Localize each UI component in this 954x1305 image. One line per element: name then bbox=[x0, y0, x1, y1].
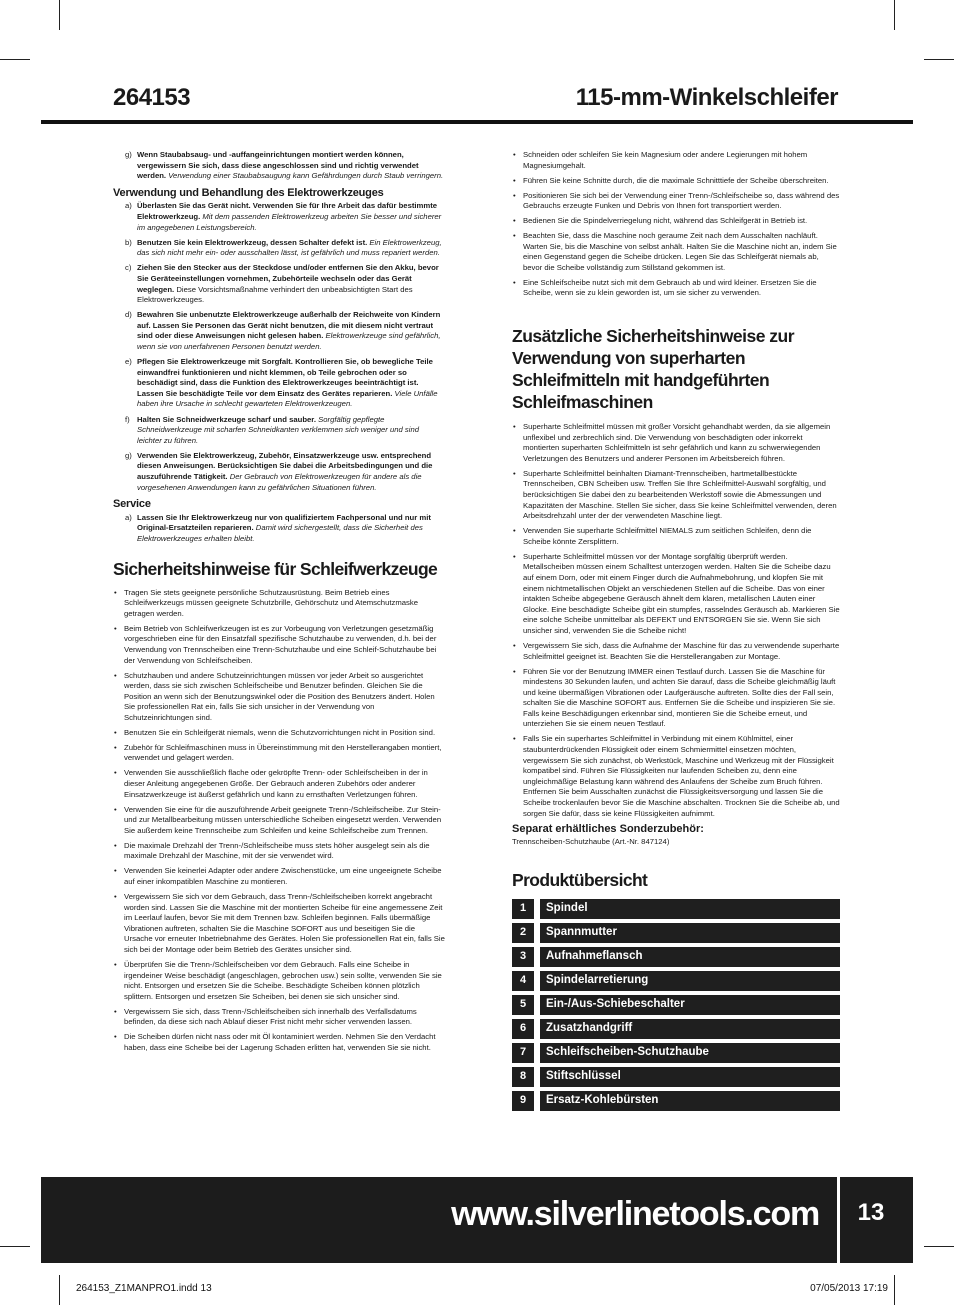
list-item bbox=[113, 415, 445, 447]
item-marker: a) bbox=[125, 512, 132, 522]
crop-mark bbox=[59, 0, 60, 30]
item-bold: Ziehen Sie den Stecker aus der Steckdose und/oder entfernen Sie den Akku, bevor Sie Geräteeinstellungen vornehmen, Zubehörteile wechseln oder das Gerät weglegen. bbox=[137, 263, 439, 294]
crop-mark bbox=[894, 1275, 895, 1305]
list-item bbox=[113, 238, 445, 259]
product-number: 3 bbox=[512, 947, 534, 967]
item-marker: d) bbox=[125, 310, 132, 320]
bullet-item: • Superharte Schleifmittel beinhalten Diamant-Trennscheiben, hartmetallbestückte Trennscheiben, CBN Scheiben usw. Treffen Sie Ihre Schleifmittel-Auswahl sorgfältig, und berücksichtigen Sie dabei den zu bearbeitenden Werkstoff sowie die Abmessungen und Kapazitäten der Maschine. Stellen Sie sicher, dass Sie keine Schleifmittel verwenden, deren Arbeitsdrehzahl unter der der verwendeten Maschine liegt. bbox=[512, 469, 840, 522]
bullet-list bbox=[512, 150, 840, 299]
item-italic: Mit dem passenden Elektrowerkzeug arbeiten Sie besser und sicherer im angegebenen Leistungsbereich. bbox=[137, 211, 442, 232]
product-item bbox=[512, 899, 840, 919]
footer-divider bbox=[837, 1177, 840, 1263]
item-italic: Damit wird sichergestellt, dass die Sicherheit des Elektrowerkzeuges erhalten bleibt. bbox=[137, 523, 423, 543]
item-marker: e) bbox=[125, 357, 132, 367]
item-bold: Verwenden Sie Elektrowerkzeug, Zubehör, Einsatzwerkzeuge usw. entsprechend diesen Anweisungen. Berücksichtigen Sie dabei die Arbeitsbedingungen und die auszuführende Tätigkeit. bbox=[137, 450, 433, 482]
product-item bbox=[512, 923, 840, 943]
bullet-list bbox=[113, 588, 445, 1054]
section-title: Verwendung und Behandlung des Elektrowerkzeuges bbox=[113, 186, 384, 199]
item-marker: b) bbox=[125, 237, 132, 247]
product-label: Stiftschlüssel bbox=[540, 1067, 840, 1087]
item-bold: Pflegen Sie Elektrowerkzeuge mit Sorgfalt. Kontrollieren Sie, ob bewegliche Teile einwandfrei funktionieren und nicht klemmen, ob Teile gebrochen oder so beschädigt sind, dass die Funktion des Elektrowerkzeuges beeinträchtigt ist. Lassen Sie beschädigte Teile vor dem Einsatz des Gerätes reparieren. bbox=[137, 357, 433, 398]
website-url: www.silverlinetools.com bbox=[451, 1195, 819, 1233]
section-heading: Zusätzliche Sicherheitshinweise zur Verwendung von superharten Schleifmitteln mit handgeführten Schleifmaschinen bbox=[512, 326, 795, 413]
product-label: Spindel bbox=[540, 899, 840, 919]
header-rule bbox=[41, 120, 913, 124]
accessory-title: Separat erhältliches Sonderzubehör: bbox=[512, 822, 704, 835]
item-bold: Bewahren Sie unbenutzte Elektrowerkzeuge außerhalb der Reichweite von Kindern auf. Lassen Sie Personen das Gerät nicht benutzen, die mit diesem nicht vertraut sind oder diese Anweisungen nicht gelesen haben. bbox=[137, 310, 441, 341]
crop-mark bbox=[0, 59, 30, 60]
section2-list bbox=[113, 513, 445, 545]
product-number: 4 bbox=[512, 971, 534, 991]
crop-mark bbox=[0, 1246, 30, 1247]
item-marker: f) bbox=[125, 414, 130, 424]
bullet-item: • Schutzhauben und andere Schutzeinrichtungen müssen vor jeder Arbeit so ausgerichtet werden, dass sie sich zwischen Schleifscheibe und Benutzer befinden. Gleichen Sie die Position an wenn sich der Benutzungswinkel oder die Position des Benutzers ändert. Holen Sie professionellen Rat ein, falls Sie sich unsicher in der Verwendung von Schutzeinrichtungen sind. bbox=[113, 671, 445, 724]
product-label: Ersatz-Kohlebürsten bbox=[540, 1091, 840, 1111]
product-label: Zusatzhandgriff bbox=[540, 1019, 840, 1039]
bullet-item: • Vergewissern Sie sich, dass Trenn-/Schleifscheiben sich innerhalb des Verfallsdatums befinden, da diese sich nach Ablauf dieser Frist nicht mehr sicher verwenden lassen. bbox=[113, 1007, 445, 1028]
slug-filename: 264153_Z1MANPRO1.indd 13 bbox=[76, 1283, 212, 1294]
bullet-item: • Superharte Schleifmittel müssen vor der Montage sorgfältig überprüft werden. Metallscheiben müssen einem Schalltest unterzogen werden. Halten Sie die Scheibe dazu auf einem Dorn, oder mit einem Finger durch die Aufnahmebohrung, und klopfen Sie mit einem nichtmetallischen Objekt an verschiedenen Stellen auf die Scheibe. Das von einer intakten Scheibe abgegebene Geräusch ähnelt dem klaren, metallischen Läuten einer Glocke. Eine beschädigte Scheibe gibt ein stumpfes, rasselndes Geräusch ab. Markieren Sie eine solche Scheibe unmittelbar als DEFEKT und ENTSORGEN Sie sie. Wenn Sie sich unsicher sind, verwenden Sie die Scheibe nicht! bbox=[512, 552, 840, 637]
bullet-item: • Überprüfen Sie die Trenn-/Schleifscheiben vor dem Gebrauch. Falls eine Scheibe in irgendeiner Weise beschädigt (angeschlagen, gebrochen usw.) sein sollte, verwenden Sie sie nicht. Entsorgen und ersetzen Sie die Scheibe. Beschädigte Scheiben können plötzlich splittern. Entsorgen und ersetzen Sie Scheiben, bei denen sie sich unsicher sind. bbox=[113, 960, 445, 1002]
section-title: Service bbox=[113, 498, 151, 511]
section1-list bbox=[113, 201, 445, 493]
accessory-text: Trennscheiben-Schutzhaube (Art.-Nr. 847124) bbox=[512, 837, 670, 847]
footer-bar bbox=[41, 1177, 913, 1263]
list-item bbox=[113, 513, 445, 545]
product-item bbox=[512, 1091, 840, 1111]
bullet-list bbox=[512, 422, 840, 819]
list-item bbox=[113, 263, 445, 305]
product-number: 8 bbox=[512, 1067, 534, 1087]
product-item bbox=[512, 947, 840, 967]
page-number: 13 bbox=[857, 1199, 885, 1226]
list-item bbox=[113, 451, 445, 493]
item-bold: Benutzen Sie kein Elektrowerkzeug, dessen Schalter defekt ist. bbox=[137, 237, 368, 247]
item-bold: Überlasten Sie das Gerät nicht. Verwenden Sie für Ihre Arbeit das dafür bestimmte Elektrowerkzeug. bbox=[137, 201, 438, 221]
bullet-item: • Führen Sie vor der Benutzung IMMER einen Testlauf durch. Lassen Sie die Maschine für mindestens 30 Sekunden laufen, und achten Sie darauf, dass die Scheibe gleichmäßig läuft und keine übermäßigen Vibrationen oder Laufgeräusche auftreten. Sollte dies der Fall sein, schalten Sie die Maschine SOFORT aus. Entfernen Sie die Scheibe und inspizieren Sie sie. Falls keine Beschädigungen erkennbar sind, montieren Sie die Scheibe erneut, und unterziehen Sie sie einem neuen Testlauf. bbox=[512, 667, 840, 731]
bullet-item: • Verwenden Sie eine für die auszuführende Arbeit geeignete Trenn-/Schleifscheibe. Zur Stein- und zur Metallbearbeitung müssen unterschiedliche Scheiben eingesetzt werden. Verwenden Sie außerdem keine Trennscheibe zum Schleifen und keine Schleifscheibe zum Trennen. bbox=[113, 805, 445, 837]
bullet-item: • Schneiden oder schleifen Sie kein Magnesium oder andere Legierungen mit hohem Magnesiumgehalt. bbox=[512, 150, 840, 171]
page-title: 115-mm-Winkelschleifer bbox=[575, 84, 838, 111]
product-item bbox=[512, 1019, 840, 1039]
product-label: Spannmutter bbox=[540, 923, 840, 943]
bullet-item: • Vergewissern Sie sich, dass die Aufnahme der Maschine für das zu verwendende superharte Schleifmittel geeignet ist. Beachten Sie die Herstellerangaben zur Montage. bbox=[512, 641, 840, 662]
bullet-item: • Zubehör für Schleifmaschinen muss in Übereinstimmung mit den Herstellerangaben montiert, verwendet und gelagert werden. bbox=[113, 743, 445, 764]
bullet-item: • Verwenden Sie ausschließlich flache oder gekröpfte Trenn- oder Schleifscheiben in der in dieser Anleitung angegebenen Größe. Der Gebrauch anderen Zubehörs oder anderer Einsatzwerkzeuge ist äußerst gefährlich und kann zu ernsthaften Verletzungen führen. bbox=[113, 768, 445, 800]
product-number: 5 bbox=[512, 995, 534, 1015]
bullet-item: • Beachten Sie, dass die Maschine noch geraume Zeit nach dem Ausschalten nachläuft. Warten Sie, bis die Maschine von selbst anhält. Halten Sie die Maschine nicht an, indem Sie einen Gegenstand gegen die Scheibe drücken. Legen Sie das Schleifgerät niemals ab, bevor die Scheibe vollständig zum Stillstand gekommen ist. bbox=[512, 231, 840, 273]
product-item bbox=[512, 1043, 840, 1063]
bullet-item: • Superharte Schleifmittel müssen mit großer Vorsicht gehandhabt werden, da sie allgemein unflexibel und zerbrechlich sind. Die Verwendung von beschädigten oder inkorrekt montierten superharten Schleifmitteln ist sehr gefährlich und kann zu schwerwiegenden Verletzungen des Benutzers und anderer Personen im Arbeitsbereich führen. bbox=[512, 422, 840, 464]
bullet-item: • Falls Sie ein superhartes Schleifmittel in Verbindung mit einem Kühlmittel, einer staubunterdrückenden Flüssigkeit oder einem Schmiermittel einsetzen möchten, vergewissern Sie sich zunächst, ob Werkstück, Maschine und Werkzeug mit der Flüssigkeit kompatibel sind. Führen Sie Flüssigkeiten nur laufenden Scheiben zu, denn eine ungleichmäßige Belastung kann während des Anlaufens der Scheibe zum Bruch führen. Entfernen Sie beim Ausschalten zunächst die Flüssigkeitsversorgung und lassen Sie die Scheibe trockenlaufen bevor Sie die Maschine abschalten. Trocknen Sie die Scheibe ab, und sorgen Sie dafür, dass sie keine Flüssigkeiten aufnimmt. bbox=[512, 734, 840, 819]
crop-mark bbox=[59, 1275, 60, 1305]
item-marker: a) bbox=[125, 201, 132, 211]
list-item bbox=[113, 150, 445, 182]
product-number: 7 bbox=[512, 1043, 534, 1063]
crop-mark bbox=[924, 59, 954, 60]
item-text: Diese Vorsichtsmaßnahme verhindert den unbeabsichtigten Start des Elektrowerkzeuges. bbox=[137, 284, 413, 305]
item-italic: Viele Unfälle haben ihre Ursache in schlecht gewarteten Elektrowerkzeugen. bbox=[137, 388, 438, 409]
bullet-item: • Verwenden Sie keinerlei Adapter oder andere Zwischenstücke, um eine ungeeignete Scheibe auf einer inkompatiblen Maschine zu montieren. bbox=[113, 866, 445, 887]
list-item bbox=[113, 310, 445, 352]
bullet-item: • Bedienen Sie die Spindelverriegelung nicht, während das Schleifgerät in Betrieb ist. bbox=[512, 216, 840, 227]
product-number: 6 bbox=[512, 1019, 534, 1039]
product-item bbox=[512, 971, 840, 991]
product-code: 264153 bbox=[113, 84, 191, 111]
item-bold: Wenn Staubabsaug- und -auffangeinrichtungen montiert werden können, vergewissern Sie sich, dass diese angeschlossen sind und richtig verwendet werden. bbox=[137, 150, 419, 181]
product-item bbox=[512, 1067, 840, 1087]
bullet-item: • Eine Schleifscheibe nutzt sich mit dem Gebrauch ab und wird kleiner. Ersetzen Sie die Scheibe, wenn sie zu klein geworden ist, um sie sicher zu verwenden. bbox=[512, 278, 840, 299]
list-item bbox=[113, 201, 445, 233]
bullet-item: • Beim Betrieb von Schleifwerkzeugen ist es zur Vorbeugung von Verletzungen gesetzmäßig vorgeschrieben eine für den Einsatzfall spezifische Schutzhaube zu verwenden, d.h. bei der Verwendung von Trennscheiben eine Trenn-Schutzhaube und eine Schleif-Schutzhaube bei der Verwendung von Schleifscheiben. bbox=[113, 624, 445, 666]
product-label: Spindelarretierung bbox=[540, 971, 840, 991]
slug-date: 07/05/2013 17:19 bbox=[810, 1283, 888, 1294]
item-italic: Verwendung einer Staubabsaugung kann Gefährdungen durch Staub verringern. bbox=[168, 171, 444, 181]
bullet-item: • Führen Sie keine Schnitte durch, die die maximale Schnitttiefe der Scheibe überschreiten. bbox=[512, 176, 840, 187]
list-item bbox=[113, 357, 445, 410]
crop-mark bbox=[894, 0, 895, 30]
crop-mark bbox=[924, 1246, 954, 1247]
item-bold: Lassen Sie Ihr Elektrowerkzeug nur von qualifiziertem Fachpersonal und nur mit Original-Ersatzteilen reparieren. bbox=[137, 512, 431, 533]
bullet-item: • Benutzen Sie ein Schleifgerät niemals, wenn die Schutzvorrichtungen nicht in Position sind. bbox=[113, 728, 445, 739]
item-italic: Elektrowerkzeuge sind gefährlich, wenn sie von unerfahrenen Personen benutzt werden. bbox=[137, 331, 441, 351]
bullet-item: • Positionieren Sie sich bei der Verwendung einer Trenn-/Schleifscheibe so, dass während des Gebrauchs erzeugte Funken und Debris von Ihnen fort transportiert werden. bbox=[512, 191, 840, 212]
bullet-item: • Die Scheiben dürfen nicht nass oder mit Öl kontaminiert werden. Nehmen Sie den Verdacht haben, dass eine Scheibe bei der Lagerung Schaden erlitten hat, verwenden Sie sie nicht. bbox=[113, 1032, 445, 1053]
item-bold: Halten Sie Schneidwerkzeuge scharf und sauber. bbox=[137, 414, 317, 424]
product-item bbox=[512, 995, 840, 1015]
product-label: Schleifscheiben-Schutzhaube bbox=[540, 1043, 840, 1063]
product-number: 2 bbox=[512, 923, 534, 943]
product-number: 1 bbox=[512, 899, 534, 919]
bullet-item: • Tragen Sie stets geeignete persönliche Schutzausrüstung. Beim Betrieb eines Schleifwerkzeugs müssen geeignete Schutzbrille, Gehörschutz und Atemschutzmaske getragen werden. bbox=[113, 588, 445, 620]
item-italic: Der Gebrauch von Elektrowerkzeugen für andere als die vorgesehenen Anwendungen kann zu gefährlichen Situationen führen. bbox=[137, 472, 422, 492]
right-column bbox=[512, 150, 840, 1115]
bullet-item: • Vergewissern Sie sich vor dem Gebrauch, dass Trenn-/Schleifscheiben korrekt angebracht worden sind. Lassen Sie die Maschine mit der montierten Scheibe für eine angemessene Zeit im Leerlauf laufen, bevor Sie mit dem Trennen bzw. Schleifen beginnen. Falls übermäßige Vibrationen auftreten, schalten Sie die Maschine SOFORT aus und beseitigen Sie die Ursache vor erneuter Inbetriebnahme des Gerätes. Holen Sie professionellen Rat ein, falls Sie sich bei der Montage oder beim Betrieb des Gerätes unsicher sind. bbox=[113, 892, 445, 956]
product-label: Aufnahmeflansch bbox=[540, 947, 840, 967]
product-overview-title: Produktübersicht bbox=[512, 869, 648, 890]
product-number: 9 bbox=[512, 1091, 534, 1111]
section-heading: Sicherheitshinweise für Schleifwerkzeuge bbox=[113, 558, 438, 579]
bullet-item: • Die maximale Drehzahl der Trenn-/Schleifscheibe muss stets höher ausgelegt sein als die maximale Drehzahl der Maschine, mit der sie verwendet wird. bbox=[113, 841, 445, 862]
item-marker: g) bbox=[125, 150, 132, 159]
item-italic: Sorgfältig gepflegte Schneidwerkzeuge mit scharfen Schneidkanten verklemmen sich weniger und sind leichter zu führen. bbox=[137, 414, 420, 445]
bullet-item: • Verwenden Sie superharte Schleifmittel NIEMALS zum seitlichen Schleifen, denn die Scheibe könnte Zersplittern. bbox=[512, 526, 840, 547]
item-marker: c) bbox=[125, 263, 132, 273]
product-list bbox=[512, 899, 840, 1111]
product-label: Ein-/Aus-Schiebeschalter bbox=[540, 995, 840, 1015]
item-italic: Ein Elektrowerkzeug, das sich nicht mehr ein- oder ausschalten lässt, ist gefährlich und muss repariert werden. bbox=[137, 237, 442, 258]
item-marker: g) bbox=[125, 450, 132, 460]
left-column bbox=[113, 150, 445, 1058]
